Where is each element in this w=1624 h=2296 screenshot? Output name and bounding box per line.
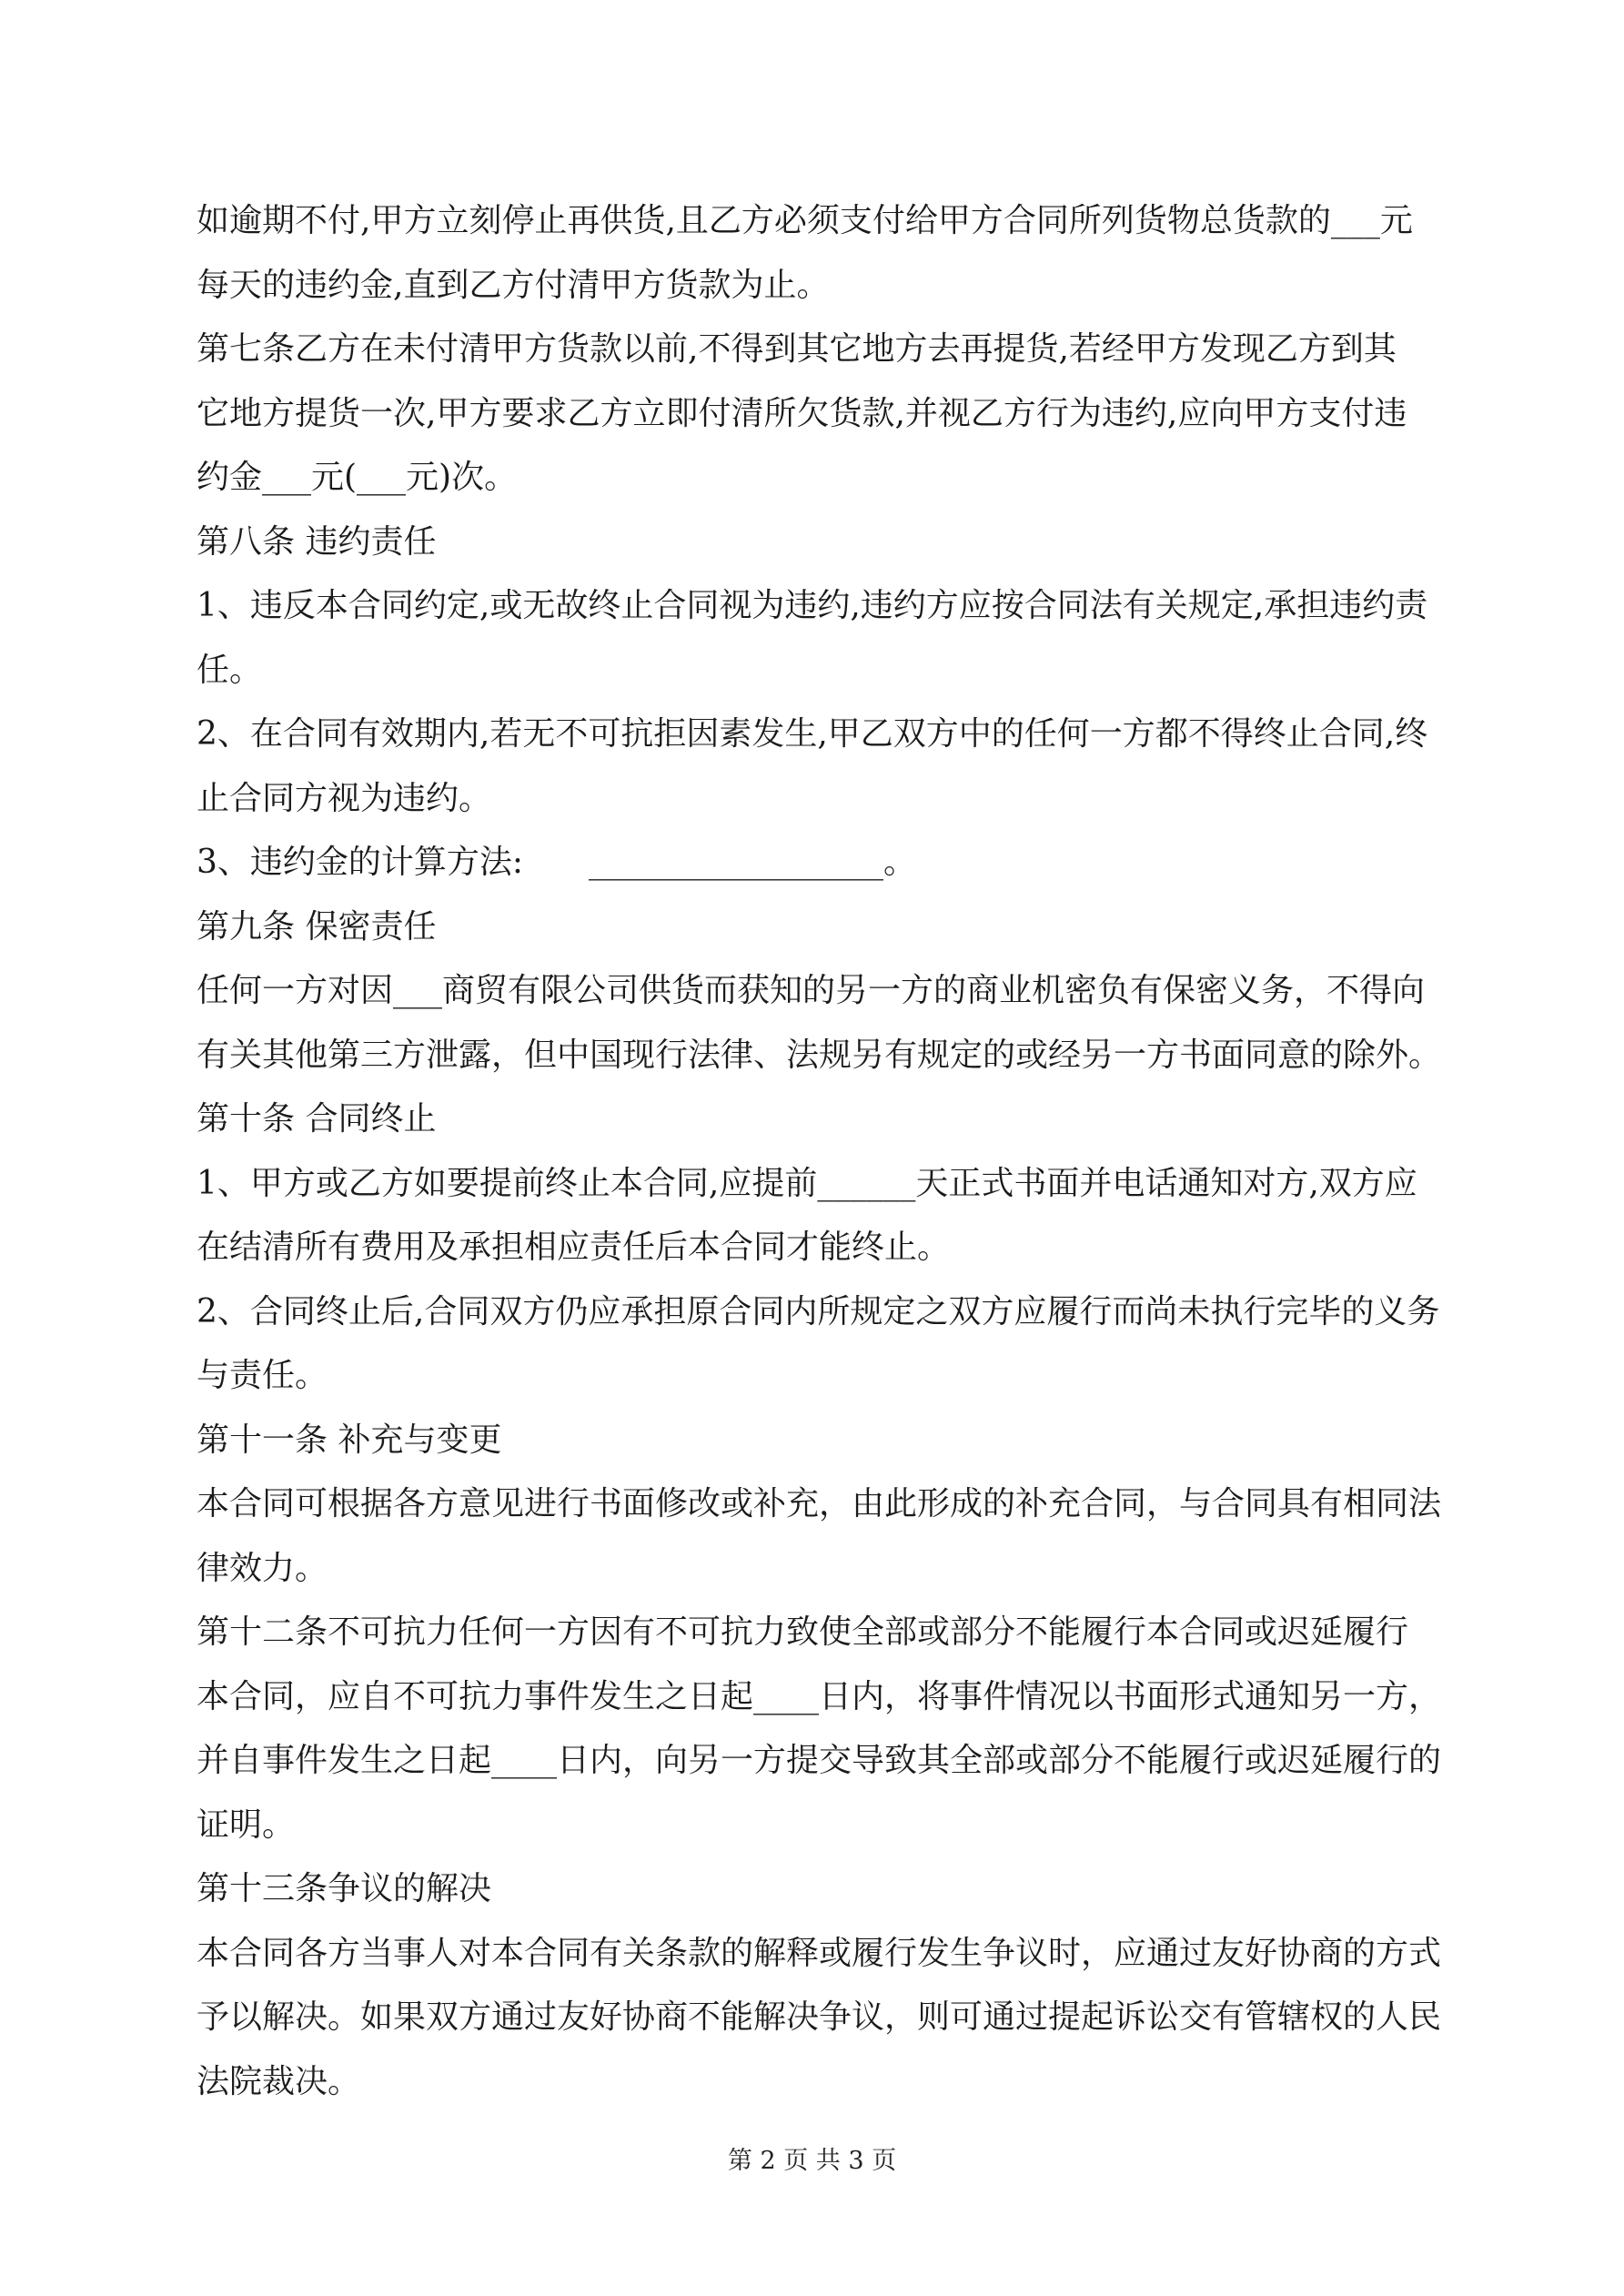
article-7-line-2: 它地方提货一次,甲方要求乙方立即付清所欠货款,并视乙方行为违约,应向甲方支付违 bbox=[197, 394, 1407, 432]
article-8-clause-1-line-2: 任。 bbox=[197, 651, 263, 689]
article-11-line-2: 律效力。 bbox=[197, 1549, 328, 1587]
article-13-line-2: 予以解决。如果双方通过友好协商不能解决争议，则可通过提起诉讼交有管辖权的人民 bbox=[197, 1998, 1442, 2036]
article-12-line-1: 第十二条不可抗力任何一方因有不可抗力致使全部或部分不能履行本合同或迟延履行 bbox=[197, 1613, 1409, 1651]
article-12-line-3: 并自事件发生之日起____日内，向另一方提交导致其全部或部分不能履行或迟延履行的 bbox=[197, 1742, 1442, 1779]
article-12-line-2: 本合同，应自不可抗力事件发生之日起____日内，将事件情况以书面形式通知另一方， bbox=[197, 1677, 1442, 1715]
text-line-1: 如逾期不付,甲方立刻停止再供货,且乙方必须支付给甲方合同所列货物总货款的___元 bbox=[197, 202, 1413, 239]
article-11-heading: 第十一条 补充与变更 bbox=[197, 1421, 502, 1459]
article-8-clause-2-line-1: 2、在合同有效期内,若无不可抗拒因素发生,甲乙双方中的任何一方都不得终止合同,终 bbox=[197, 715, 1428, 753]
article-10-heading: 第十条 合同终止 bbox=[197, 1100, 437, 1138]
article-9-heading: 第九条 保密责任 bbox=[197, 907, 437, 946]
article-8-heading: 第八条 违约责任 bbox=[197, 522, 437, 561]
text-line-2: 每天的违约金,直到乙方付清甲方货款为止。 bbox=[197, 266, 830, 304]
article-8-clause-2-line-2: 止合同方视为违约。 bbox=[197, 779, 492, 817]
article-13-line-1: 本合同各方当事人对本合同有关条款的解释或履行发生争议时，应通过友好协商的方式 bbox=[197, 1934, 1442, 1972]
article-13-line-3: 法院裁决。 bbox=[197, 2062, 361, 2100]
article-7-line-1: 第七条乙方在未付清甲方货款以前,不得到其它地方去再提货,若经甲方发现乙方到其 bbox=[197, 330, 1397, 368]
document-body bbox=[197, 189, 1442, 2114]
page-number-footer: 第 2 页 共 3 页 bbox=[727, 2147, 897, 2175]
article-9-line-1: 任何一方对因___商贸有限公司供货而获知的另一方的商业机密负有保密义务，不得向 bbox=[197, 972, 1426, 1009]
article-13-heading: 第十三条争议的解决 bbox=[197, 1870, 492, 1907]
article-12-line-4: 证明。 bbox=[197, 1805, 296, 1844]
article-10-clause-1-line-2: 在结清所有费用及承担相应责任后本合同才能终止。 bbox=[197, 1229, 951, 1266]
article-10-clause-2-line-1: 2、合同终止后,合同双方仍应承担原合同内所规定之双方应履行而尚未执行完毕的义务 bbox=[197, 1292, 1440, 1330]
article-10-clause-2-line-2: 与责任。 bbox=[197, 1357, 328, 1394]
article-8-clause-3: 3、违约金的计算方法: __________________。 bbox=[197, 844, 917, 881]
article-10-clause-1-line-1: 1、甲方或乙方如要提前终止本合同,应提前______天正式书面并电话通知对方,双方应 bbox=[197, 1164, 1417, 1202]
article-7-line-3: 约金___元(___元)次。 bbox=[197, 459, 518, 496]
article-8-clause-1-line-1: 1、违反本合同约定,或无故终止合同视为违约,违约方应按合同法有关规定,承担违约责 bbox=[197, 587, 1428, 624]
article-11-line-1: 本合同可根据各方意见进行书面修改或补充，由此形成的补充合同，与合同具有相同法 bbox=[197, 1485, 1442, 1522]
article-9-line-2: 有关其他第三方泄露，但中国现行法律、法规另有规定的或经另一方书面同意的除外。 bbox=[197, 1036, 1442, 1074]
